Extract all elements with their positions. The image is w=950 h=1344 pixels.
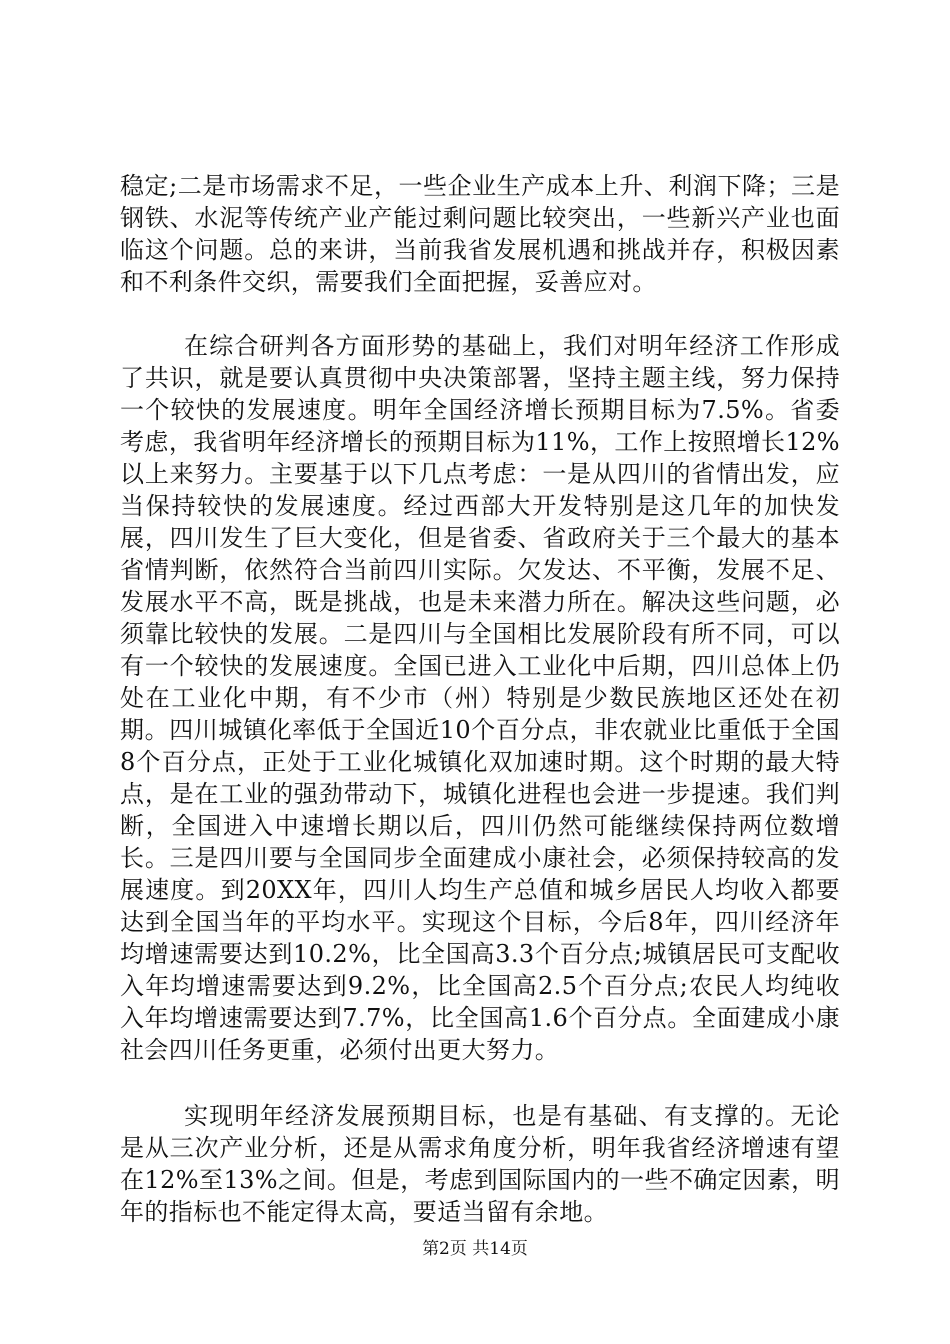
paragraph-1: 稳定;二是市场需求不足，一些企业生产成本上升、利润下降；三是钢铁、水泥等传统产业产能过剩问题比较突出，一些新兴产业也面临这个问题。总的来讲，当前我省发展机遇和挑战并存，积极因素和不利条件交织，需要我们全面把握，妥善应对。: [120, 172, 840, 296]
paragraph-2: 在综合研判各方面形势的基础上，我们对明年经济工作形成了共识，就是要认真贯彻中央决策部署，坚持主题主线，努力保持一个较快的发展速度。明年全国经济增长预期目标为7.5%。省委考虑，我省明年经济增长的预期目标为11%，工作上按照增长12%以上来努力。主要基于以下几点考虑：一是从四川的省情出发，应当保持较快的发展速度。经过西部大开发特别是这几年的加快发展，四川发生了巨大变化，但是省委、省政府关于三个最大的基本省情判断，依然符合当前四川实际。欠发达、不平衡，发展不足、发展水平不高，既是挑战，也是未来潜力所在。解决这些问题，必须靠比较快的发展。二是四川与全国相比发展阶段有所不同，可以有一个较快的发展速度。全国已进入工业化中后期，四川总体上仍处在工业化中期，有不少市（州）特别是少数民族地区还处在初期。四川城镇化率低于全国近10个百分点，非农就业比重低于全国8个百分点，正处于工业化城镇化双加速时期。这个时期的最大特点，是在工业的强劲带动下，城镇化进程也会进一步提速。我们判断，全国进入中速增长期以后，四川仍然可能继续保持两位数增长。三是四川要与全国同步全面建成小康社会，必须保持较高的发展速度。到20XX年，四川人均生产总值和城乡居民人均收入都要达到全国当年的平均水平。实现这个目标，今后8年，四川经济年均增速需要达到10.2%，比全国高3.3个百分点;城镇居民可支配收入年均增速需要达到9.2%，比全国高2.5个百分点;农民人均纯收入年均增速需要达到7.7%，比全国高1.6个百分点。全面建成小康社会四川任务更重，必须付出更大努力。: [120, 332, 840, 1064]
page-number-footer: 第2页 共14页: [422, 1239, 528, 1259]
paragraph-3: 实现明年经济发展预期目标，也是有基础、有支撑的。无论是从三次产业分析，还是从需求角度分析，明年我省经济增速有望在12%至13%之间。但是，考虑到国际国内的一些不确定因素，明年的指标也不能定得太高，要适当留有余地。: [120, 1102, 840, 1226]
